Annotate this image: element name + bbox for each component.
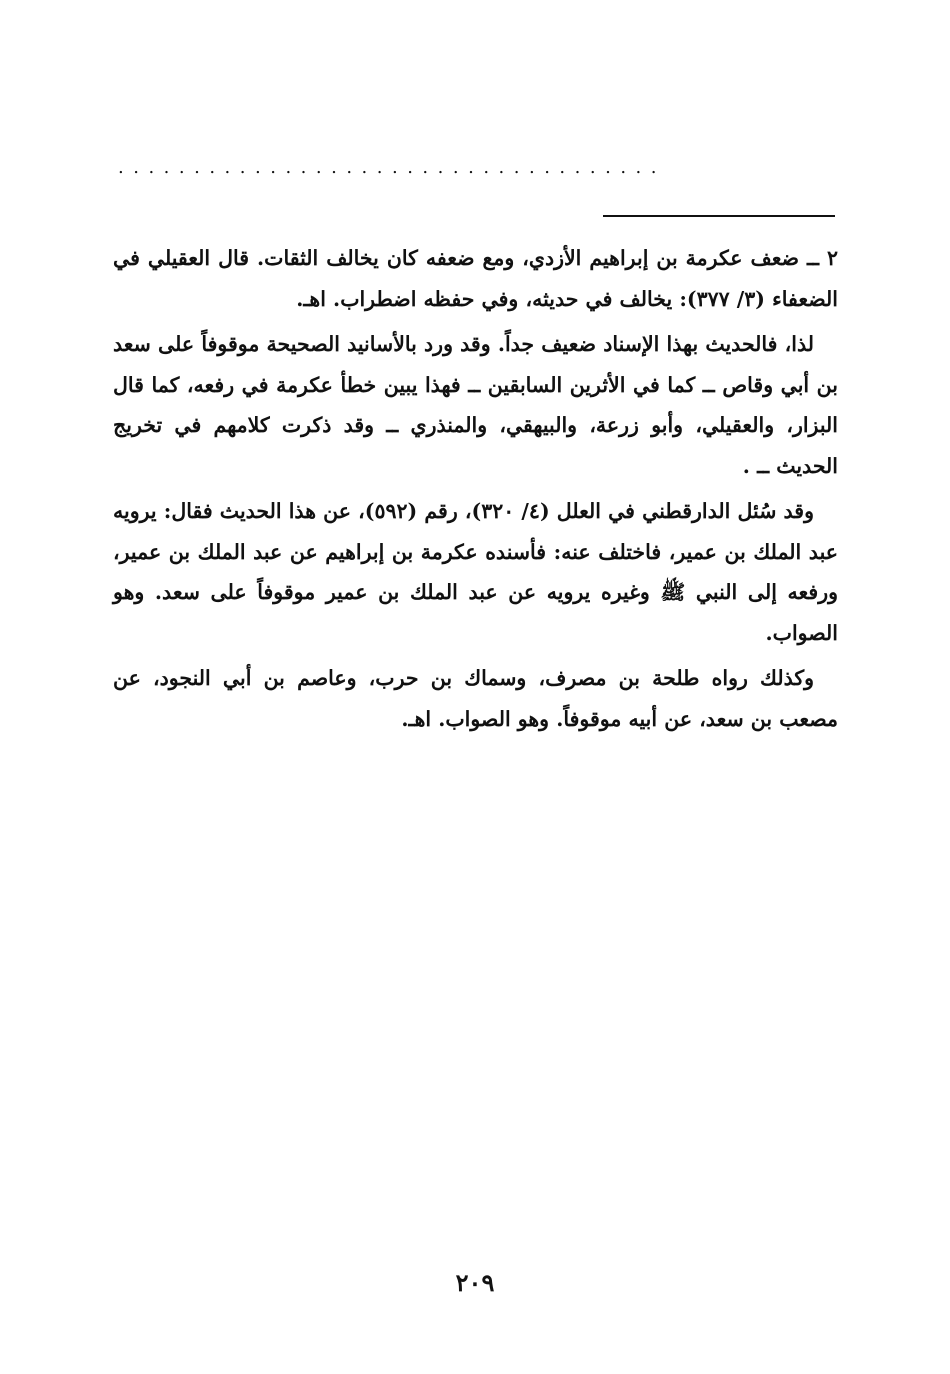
page-number: ٢٠٩: [455, 1268, 495, 1297]
footnote-paragraph-1: ٢ ــ ضعف عكرمة بن إبراهيم الأزدي، ومع ضعفه كان يخالف الثقات. قال العقيلي في الضعفاء (٣/ ٣٧٧): يخالف في حديثه، وفي حفظه اضطراب. اهـ.: [113, 246, 838, 311]
footnote-paragraph-3: وقد سُئل الدارقطني في العلل (٤/ ٣٢٠)، رقم (٥٩٢)، عن هذا الحديث فقال: يرويه عبد الملك بن عمير، فاختلف عنه: فأسنده عكرمة بن إبراهيم عن عبد الملك بن عمير، ورفعه إلى النبي ﷺ وغيره يرويه عن عبد الملك بن عمير موقوفاً على سعد. وهو الصواب.: [113, 499, 838, 645]
footnote-paragraph-4: وكذلك رواه طلحة بن مصرف، وسماك بن حرب، وعاصم بن أبي النجود، عن مصعب بن سعد، عن أبيه موقوفاً. وهو الصواب. اهـ.: [113, 666, 838, 731]
footnote-paragraph-2: لذا، فالحديث بهذا الإسناد ضعيف جداً. وقد ورد بالأسانيد الصحيحة موقوفاً على سعد بن أبي وقاص ــ كما في الأثرين السابقين ــ فهذا يبين خطأ عكرمة في رفعه، كما قال البزار، والعقيلي، وأبو زرعة، والبيهقي، والمنذري ــ وقد ذكرت كلامهم في تخريج الحديث ــ .: [113, 332, 838, 478]
footnote-body: [113, 238, 838, 744]
footnote-rule: [603, 215, 835, 217]
dotted-separator: ....................................: [118, 158, 666, 178]
